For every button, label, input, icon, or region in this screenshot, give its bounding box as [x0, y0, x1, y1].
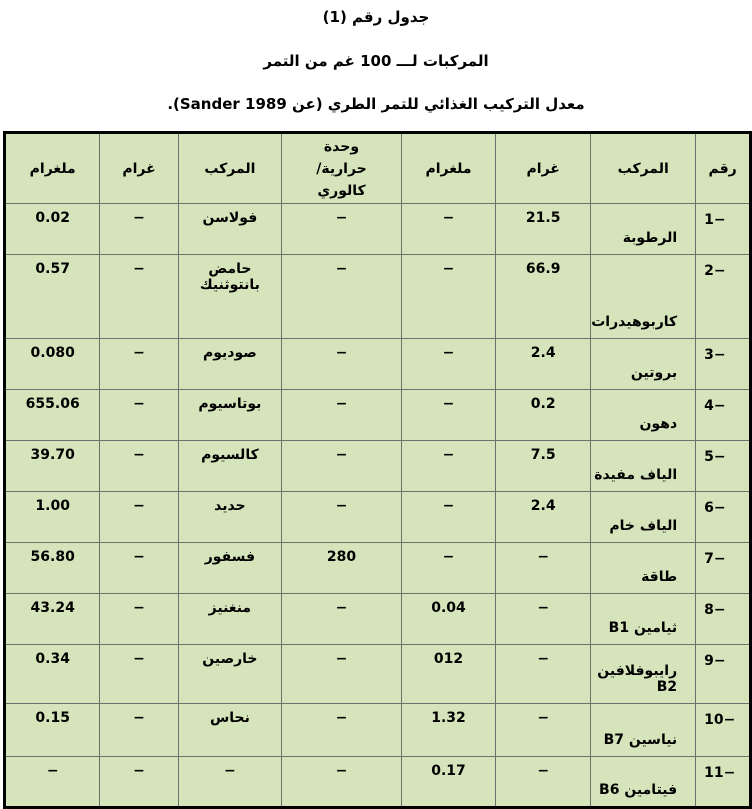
- cell-right-mg: 39.70: [5, 441, 100, 492]
- cell-right-g: −: [100, 645, 178, 704]
- cell-right-g: −: [100, 390, 178, 441]
- cell-right-mg: 43.24: [5, 594, 100, 645]
- cell-number: 9−: [696, 645, 751, 704]
- cell-left-g: −: [496, 645, 591, 704]
- table-row: [5, 255, 751, 339]
- cell-right-g: −: [100, 255, 178, 339]
- table-row: [5, 492, 751, 543]
- cell-calorie: −: [282, 757, 402, 808]
- cell-left-compound: دهون: [591, 390, 696, 441]
- cell-right-mg: −: [5, 757, 100, 808]
- cell-right-mg: 0.02: [5, 204, 100, 255]
- header-compound-left: المركب: [591, 133, 696, 204]
- cell-left-g: −: [496, 543, 591, 594]
- cell-left-g: 66.9: [496, 255, 591, 339]
- cell-right-g: −: [100, 441, 178, 492]
- cell-left-g: 7.5: [496, 441, 591, 492]
- cell-number: 8−: [696, 594, 751, 645]
- cell-right-compound: صوديوم: [178, 339, 281, 390]
- cell-left-mg: −: [401, 441, 495, 492]
- cell-right-mg: 1.00: [5, 492, 100, 543]
- cell-left-mg: −: [401, 390, 495, 441]
- cell-right-g: −: [100, 594, 178, 645]
- cell-calorie: −: [282, 390, 402, 441]
- table-row: [5, 645, 751, 704]
- cell-number: 3−: [696, 339, 751, 390]
- cell-left-compound: الياف مفيدة: [591, 441, 696, 492]
- cell-left-mg: 0.04: [401, 594, 495, 645]
- table-row: [5, 204, 751, 255]
- cell-right-mg: 0.15: [5, 704, 100, 757]
- table-row: [5, 757, 751, 808]
- cell-calorie: −: [282, 339, 402, 390]
- header-number: رقم: [696, 133, 751, 204]
- cell-calorie: −: [282, 255, 402, 339]
- cell-left-g: 2.4: [496, 339, 591, 390]
- table-row: [5, 390, 751, 441]
- header-g-right: غرام: [100, 133, 178, 204]
- cell-left-compound: ثيامين B1: [591, 594, 696, 645]
- cell-number: 5−: [696, 441, 751, 492]
- header-mg-left: ملغرام: [401, 133, 495, 204]
- cell-number: 7−: [696, 543, 751, 594]
- cell-left-g: 2.4: [496, 492, 591, 543]
- cell-right-compound: فولاسن: [178, 204, 281, 255]
- cell-left-g: −: [496, 594, 591, 645]
- cell-right-g: −: [100, 704, 178, 757]
- cell-left-compound: نياسين B7: [591, 704, 696, 757]
- cell-left-mg: −: [401, 339, 495, 390]
- header-compound-right: المركب: [178, 133, 281, 204]
- cell-left-mg: −: [401, 204, 495, 255]
- cell-right-mg: 0.34: [5, 645, 100, 704]
- cell-right-g: −: [100, 204, 178, 255]
- cell-number: 4−: [696, 390, 751, 441]
- cell-right-compound: منغنيز: [178, 594, 281, 645]
- cell-right-mg: 0.57: [5, 255, 100, 339]
- cell-right-compound: كالسيوم: [178, 441, 281, 492]
- cell-calorie: −: [282, 704, 402, 757]
- cell-number: 6−: [696, 492, 751, 543]
- table-number-title: جدول رقم (1): [322, 8, 430, 26]
- cell-calorie: −: [282, 204, 402, 255]
- cell-right-mg: 0.080: [5, 339, 100, 390]
- cell-left-g: −: [496, 704, 591, 757]
- cell-number: 11−: [696, 757, 751, 808]
- cell-right-mg: 655.06: [5, 390, 100, 441]
- cell-number: 1−: [696, 204, 751, 255]
- cell-left-compound: كاربوهيدرات: [591, 255, 696, 339]
- header-mg-right: ملغرام: [5, 133, 100, 204]
- cell-number: 10−: [696, 704, 751, 757]
- cell-left-compound: بروتين: [591, 339, 696, 390]
- cell-left-mg: 012: [401, 645, 495, 704]
- cell-left-g: 21.5: [496, 204, 591, 255]
- cell-right-compound: حامض بانتوثنيك: [178, 255, 281, 339]
- cell-left-compound: الرطوبة: [591, 204, 696, 255]
- cell-left-compound: رايبوفلافين B2: [591, 645, 696, 704]
- cell-left-mg: −: [401, 255, 495, 339]
- cell-right-compound: نحاس: [178, 704, 281, 757]
- nutrition-table: [3, 131, 752, 809]
- table-row: [5, 441, 751, 492]
- cell-left-compound: فيتامين B6: [591, 757, 696, 808]
- cell-right-g: −: [100, 492, 178, 543]
- cell-right-compound: حديد: [178, 492, 281, 543]
- table-source-line: معدل التركيب الغذائي للتمر الطري (عن Sander 1989).: [167, 95, 585, 113]
- cell-calorie: −: [282, 645, 402, 704]
- cell-right-compound: بوتاسيوم: [178, 390, 281, 441]
- cell-right-compound: −: [178, 757, 281, 808]
- cell-left-compound: الياف خام: [591, 492, 696, 543]
- cell-calorie: −: [282, 441, 402, 492]
- table-row: [5, 704, 751, 757]
- cell-right-g: −: [100, 757, 178, 808]
- cell-right-compound: خارصين: [178, 645, 281, 704]
- cell-left-mg: 1.32: [401, 704, 495, 757]
- cell-right-g: −: [100, 339, 178, 390]
- cell-calorie: −: [282, 594, 402, 645]
- header-row: [5, 133, 751, 204]
- cell-calorie: 280: [282, 543, 402, 594]
- cell-number: 2−: [696, 255, 751, 339]
- table-row: [5, 594, 751, 645]
- cell-right-compound: فسفور: [178, 543, 281, 594]
- table-row: [5, 543, 751, 594]
- table-row: [5, 339, 751, 390]
- cell-calorie: −: [282, 492, 402, 543]
- cell-left-mg: −: [401, 543, 495, 594]
- cell-left-g: 0.2: [496, 390, 591, 441]
- cell-left-mg: −: [401, 492, 495, 543]
- cell-left-g: −: [496, 757, 591, 808]
- header-calorie-unit: وحدة حرارية/كالوري: [282, 133, 402, 204]
- cell-left-mg: 0.17: [401, 757, 495, 808]
- cell-left-compound: طاقة: [591, 543, 696, 594]
- cell-right-mg: 56.80: [5, 543, 100, 594]
- cell-right-g: −: [100, 543, 178, 594]
- table-subtitle: المركبات لـــ 100 غم من التمر: [263, 52, 489, 70]
- header-g-left: غرام: [496, 133, 591, 204]
